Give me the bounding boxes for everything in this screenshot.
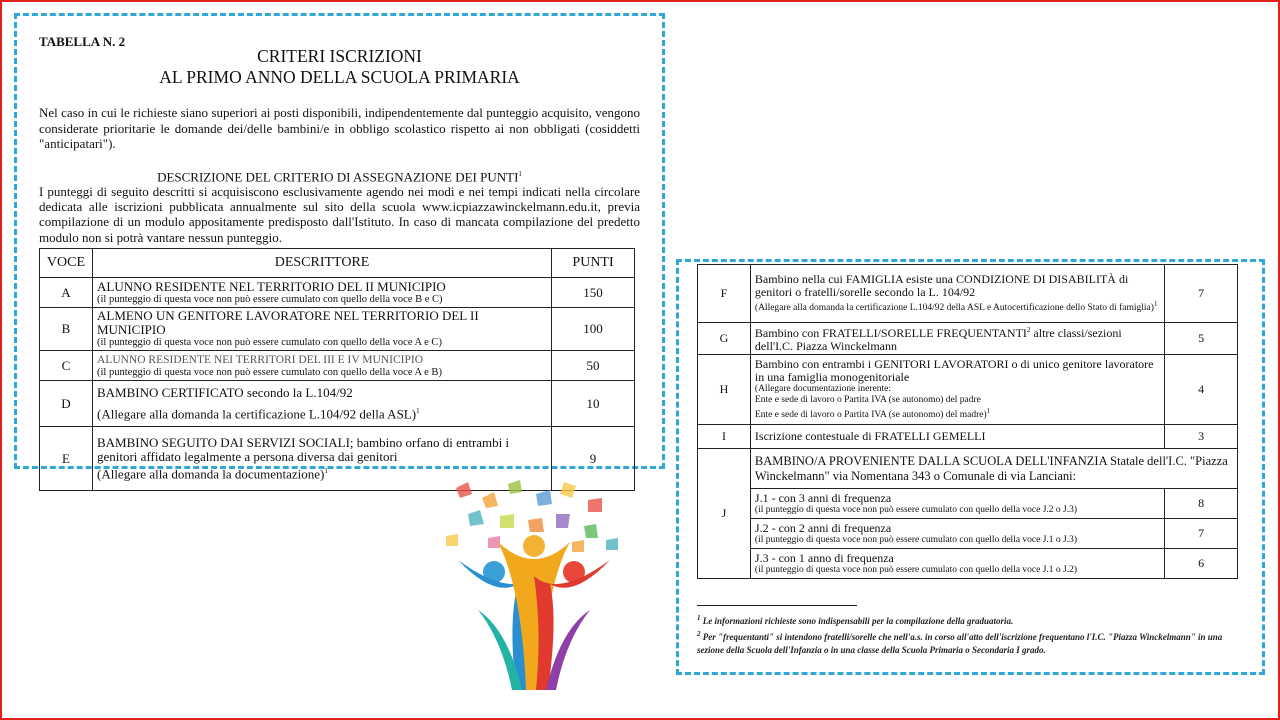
row-main-text: ALMENO UN GENITORE LAVORATORE NEL TERRITORIO DEL II MUNICIPIO [96, 308, 479, 338]
footnote-ref: 1 [986, 406, 991, 415]
row-note-content: (Allegare alla domanda la certificazione L.104/92 della ASL) [96, 406, 417, 422]
right-document-panel [676, 259, 1265, 675]
header-voce: VOCE [40, 249, 93, 278]
footnote-ref: 1 [1153, 299, 1158, 308]
footnote-text: Le informazioni richieste sono indispensabili per la compilazione della graduatoria. [700, 616, 1014, 626]
row-note-text [755, 299, 1160, 314]
row-punti: 150 [552, 278, 635, 308]
row-voce: E [40, 427, 93, 491]
row-punti: 8 [1165, 489, 1238, 519]
criteria-table-left [39, 248, 635, 491]
row-descrittore [92, 308, 551, 351]
row-main-text: Bambino con entrambi i GENITORI LAVORATORI o di unico genitore lavoratore in una famiglia monogenitoriale [754, 356, 1154, 384]
row-punti: 4 [1165, 355, 1238, 425]
row-main-text: BAMBINO/A PROVENIENTE DALLA SCUOLA DELL'INFANZIA Statale dell'I.C. "Piazza Winckelmann" via Nomentana 343 o Comunale di via Lanciani: [754, 453, 1228, 483]
intro-paragraph: Nel caso in cui le richieste siano superiori ai posti disponibili, indipendentemente dal punteggio acquisito, vengono considerate prioritarie le domande dei/delle bambini/e in obbligo scolastico rispetto ai non obbligati (cosiddetti "anticipatari"). [39, 105, 640, 151]
table-row [698, 519, 1238, 549]
title-line-2: AL PRIMO ANNO DELLA SCUOLA PRIMARIA [159, 67, 520, 87]
row-main-part2: altre classi/sezioni dell'I.C. Piazza Winckelmann [754, 326, 1122, 353]
row-main-text: J.1 - con 3 anni di frequenza [754, 490, 892, 505]
row-voce: I [698, 425, 751, 449]
criteria-subheading [39, 167, 640, 184]
row-main-text [755, 324, 1160, 353]
row-note-text: (il punteggio di questa voce non può essere cumulato con quello della voce J.1 o J.2) [754, 564, 1078, 575]
row-punti: 100 [552, 308, 635, 351]
row-voce: A [40, 278, 93, 308]
table-row [698, 489, 1238, 519]
criteria-table-right [697, 264, 1238, 579]
table-row [698, 549, 1238, 579]
footnote-ref: 2 [1026, 326, 1031, 334]
row-voce: J [698, 449, 751, 579]
table-row [698, 323, 1238, 355]
subheading-text: DESCRIZIONE DEL CRITERIO DI ASSEGNAZIONE DEI PUNTI [157, 168, 519, 184]
row-voce: C [40, 351, 93, 381]
row-note-text: (il punteggio di questa voce non può essere cumulato con quello della voce J.1 o J.3) [754, 534, 1078, 545]
row-punti: 10 [552, 381, 635, 427]
subheading-sup: 1 [518, 169, 522, 178]
footnotes [697, 605, 1227, 657]
footnote-ref: 1 [416, 407, 420, 416]
row-punti: 50 [552, 351, 635, 381]
row-note-content: (Allegare alla domanda la certificazione L.104/92 della ASL e Autocertificazione dello Stato di famiglia) [754, 303, 1154, 314]
row-main-text: Iscrizione contestuale di FRATELLI GEMELLI [754, 429, 986, 443]
table-row [698, 425, 1238, 449]
row-descrittore [750, 355, 1164, 425]
table-row [40, 308, 635, 351]
table-row [698, 355, 1238, 425]
row-main-text: Bambino nella cui FAMIGLIA esiste una CONDIZIONE DI DISABILITÀ di genitori o fratelli/sorelle secondo la L. 104/92 [754, 271, 1129, 299]
row-note-content: (Allegare alla domanda la documentazione) [96, 466, 325, 482]
row-descrittore [750, 323, 1164, 355]
footnote-text: Per "frequentanti" si intendono fratelli/sorelle che nell'a.s. in corso all'atto dell'iscrizione frequentano l'I.C. "Piazza Winckelmann" in una sezione della Scuola dell'Infanzia o in una classe della Scuola Primaria o Secondaria I grado. [697, 632, 1223, 655]
left-document-panel [14, 13, 665, 482]
row-note-text: (il punteggio di questa voce non può essere cumulato con quello della voce J.2 o J.3) [754, 504, 1078, 515]
row-main-text: ALUNNO RESIDENTE NEI TERRITORI DEL III E IV MUNICIPIO [96, 353, 423, 366]
footnote-2 [697, 628, 1227, 657]
row-voce: F [698, 265, 751, 323]
footnote-rule [697, 605, 857, 606]
row-descrittore [750, 549, 1164, 579]
row-main-part1: Bambino con FRATELLI/SORELLE FREQUENTANTI [754, 326, 1027, 340]
row-descrittore [92, 351, 551, 381]
footnote-number: 1 [697, 614, 701, 622]
header-descrittore: DESCRITTORE [92, 249, 551, 278]
row-note-line [755, 406, 1160, 421]
row-note-content: Ente e sede di lavoro o Partita IVA (se autonomo) del madre) [754, 410, 987, 421]
row-punti: 5 [1165, 323, 1238, 355]
row-note-text: (il punteggio di questa voce non può essere cumulato con quello della voce A e C) [96, 337, 442, 349]
row-main-text: J.3 - con 1 anno di frequenza [754, 550, 894, 565]
table-label: TABELLA N. 2 [39, 34, 126, 49]
row-punti: 7 [1165, 519, 1238, 549]
row-descrittore [750, 519, 1164, 549]
document-title [39, 46, 640, 88]
row-punti: 3 [1165, 425, 1238, 449]
table-header-row [40, 249, 635, 278]
row-descrittore [750, 489, 1164, 519]
row-voce: G [698, 323, 751, 355]
row-note-line: Ente e sede di lavoro o Partita IVA (se autonomo) del padre [754, 394, 981, 405]
footnote-number: 2 [697, 630, 701, 638]
row-note-line: (Allegare documentazione inerente: [754, 383, 892, 394]
title-line-1: CRITERI ISCRIZIONI [257, 46, 422, 66]
school-tree-logo-icon [438, 480, 628, 690]
table-row-j-header [698, 449, 1238, 489]
row-descrittore [750, 425, 1164, 449]
row-punti: 6 [1165, 549, 1238, 579]
row-voce: H [698, 355, 751, 425]
footnote-1 [697, 612, 1227, 628]
row-main-text: J.2 - con 2 anni di frequenza [754, 520, 892, 535]
table-row [40, 278, 635, 308]
row-descrittore [92, 381, 551, 427]
footnote-ref: 1 [324, 466, 328, 475]
row-descrittore [750, 265, 1164, 323]
row-note-text [97, 402, 547, 423]
row-note-text [97, 464, 547, 481]
table-row [40, 351, 635, 381]
table-row [698, 265, 1238, 323]
table-row [40, 381, 635, 427]
row-voce: D [40, 381, 93, 427]
row-main-text: ALUNNO RESIDENTE NEL TERRITORIO DEL II MUNICIPIO [96, 278, 446, 294]
row-note-text: (il punteggio di questa voce non può essere cumulato con quello della voce B e C) [96, 293, 443, 305]
row-voce: B [40, 308, 93, 351]
row-descrittore [92, 278, 551, 308]
row-punti: 9 [552, 427, 635, 491]
row-punti: 7 [1165, 265, 1238, 323]
header-punti: PUNTI [552, 249, 635, 278]
criteria-paragraph: I punteggi di seguito descritti si acquisiscono esclusivamente agendo nei modi e nei tempi indicati nella circolare dedicata alle iscrizioni pubblicata annualmente sul sito della scuola www.icpiazzawinckelmann.edu.it, previa compilazione di un modulo appositamente predisposto dall'Istituto. In caso di mancata compilazione del predetto modulo non si potrà vantare nessun punteggio. [39, 183, 640, 245]
row-note-text: (il punteggio di questa voce non può essere cumulato con quello della voce A e B) [96, 366, 442, 378]
row-main-text: BAMBINO SEGUITO DAI SERVIZI SOCIALI; bambino orfano di entrambi i genitori affidato legalmente a persona diversa dai genitori [96, 434, 510, 464]
row-descrittore [750, 449, 1237, 489]
row-main-text: BAMBINO CERTIFICATO secondo la L.104/92 [96, 385, 353, 401]
